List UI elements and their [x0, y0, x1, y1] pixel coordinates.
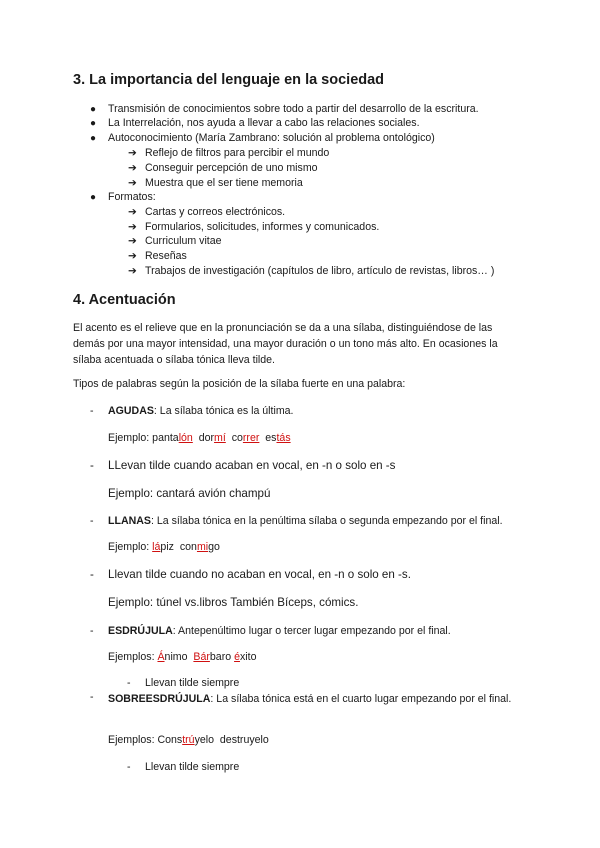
- word-part: xito: [239, 651, 257, 663]
- dash-marker: -: [127, 677, 131, 689]
- stressed-syllable: rrer: [242, 432, 260, 444]
- esdrujula-label: ESDRÚJULA: [108, 625, 173, 637]
- agudas-desc: : La sílaba tónica es la última.: [153, 405, 294, 417]
- word-part: es: [265, 432, 277, 444]
- agudas-example-2: Ejemplo: cantará avión champú: [108, 487, 271, 500]
- llanas-example: [108, 541, 220, 553]
- sobreesdrujula-rule: Llevan tilde siempre: [145, 761, 240, 773]
- stressed-syllable: mi: [196, 541, 209, 553]
- list-item: Cartas y correos electrónicos.: [145, 206, 286, 218]
- list-item: Reseñas: [145, 250, 187, 262]
- sobreesdrujula-desc: : La sílaba tónica está en el cuarto lugar empezando por el final.: [210, 693, 512, 705]
- llanas-definition: [108, 515, 503, 527]
- list-item: Conseguir percepción de uno mismo: [145, 162, 318, 174]
- stressed-syllable: Á: [157, 651, 165, 663]
- word-part: piz: [160, 541, 174, 553]
- bullet-icon: ●: [90, 133, 97, 144]
- list-item: La Interrelación, nos ayuda a llevar a cabo las relaciones sociales.: [108, 117, 420, 129]
- bullet-icon: ●: [90, 118, 97, 129]
- arrow-icon: ➔: [128, 162, 137, 174]
- dash-marker: -: [90, 515, 94, 527]
- word-part: nimo: [164, 651, 188, 663]
- bullet-icon: ●: [90, 104, 97, 115]
- list-item: Curriculum vitae: [145, 235, 222, 247]
- dash-marker: -: [90, 568, 94, 581]
- arrow-icon: ➔: [128, 221, 137, 233]
- llanas-desc: : La sílaba tónica en la penúltima sílaba o segunda empezando por el final.: [150, 515, 503, 527]
- stressed-syllable: Bár: [193, 651, 210, 663]
- list-item: Formularios, solicitudes, informes y comunicados.: [145, 221, 380, 233]
- dash-marker: -: [90, 691, 94, 703]
- word-part: baro: [209, 651, 232, 663]
- esdrujula-desc: : Antepenúltimo lugar o tercer lugar empezando por el final.: [172, 625, 451, 637]
- arrow-icon: ➔: [128, 147, 137, 159]
- dash-marker: -: [90, 405, 94, 417]
- list-item: Muestra que el ser tiene memoria: [145, 177, 303, 189]
- dash-marker: -: [127, 761, 131, 773]
- arrow-icon: ➔: [128, 250, 137, 262]
- section-3-heading: 3. La importancia del lenguaje en la sociedad: [73, 72, 385, 88]
- stressed-syllable: lón: [178, 432, 193, 444]
- sobreesdrujula-definition: [108, 691, 518, 707]
- list-item: Transmisión de conocimientos sobre todo a partir del desarrollo de la escritura.: [108, 103, 479, 115]
- stressed-syllable: trú: [182, 734, 195, 746]
- esdrujula-example: [108, 651, 256, 663]
- word-part: con: [179, 541, 197, 553]
- example-prefix: Ejemplos:: [108, 651, 158, 663]
- word-part: yelo: [194, 734, 215, 746]
- agudas-label: AGUDAS: [108, 405, 154, 417]
- arrow-icon: ➔: [128, 265, 137, 277]
- dash-marker: -: [90, 459, 94, 472]
- intro-paragraph: El acento es el relieve que en la pronunciación se da a una sílaba, distinguiéndose de las demás por una mayor intensidad, una mayor duración o un tono más alto. En ocasiones la sílaba acentuada o sílaba tónica lleva tilde.: [73, 322, 498, 366]
- llanas-rule: Llevan tilde cuando no acaban en vocal, en -n o solo en -s.: [108, 568, 411, 581]
- agudas-example: [108, 432, 291, 444]
- word-part: co: [231, 432, 243, 444]
- types-intro: Tipos de palabras según la posición de la sílaba fuerte en una palabra:: [73, 378, 406, 390]
- word-part: dor: [198, 432, 215, 444]
- agudas-rule: LLevan tilde cuando acaban en vocal, en -n o solo en -s: [108, 459, 396, 472]
- stressed-syllable: é: [234, 651, 240, 663]
- sobreesdrujula-example: [108, 734, 269, 746]
- stressed-syllable: lá: [152, 541, 161, 553]
- stressed-syllable: mí: [214, 432, 226, 444]
- example-prefix: Ejemplos:: [108, 734, 158, 746]
- section-4-heading: 4. Acentuación: [73, 292, 176, 308]
- example-prefix: Ejemplo:: [108, 432, 153, 444]
- list-item: Autoconocimiento (María Zambrano: solución al problema ontológico): [108, 132, 435, 144]
- list-item: Formatos:: [108, 191, 156, 203]
- esdrujula-definition: [108, 625, 451, 637]
- sobreesdrujula-label: SOBREESDRÚJULA: [108, 693, 211, 705]
- word-part: destruyelo: [219, 734, 269, 746]
- word-part: panta: [152, 432, 179, 444]
- llanas-label: LLANAS: [108, 515, 151, 527]
- arrow-icon: ➔: [128, 235, 137, 247]
- bullet-icon: ●: [90, 192, 97, 203]
- dash-marker: -: [90, 625, 94, 637]
- stressed-syllable: tás: [276, 432, 291, 444]
- agudas-definition: [108, 405, 293, 417]
- arrow-icon: ➔: [128, 206, 137, 218]
- word-part: go: [208, 541, 220, 553]
- list-item: Reflejo de filtros para percibir el mundo: [145, 147, 330, 159]
- arrow-icon: ➔: [128, 177, 137, 189]
- llanas-example-2: Ejemplo: túnel vs.libros También Bíceps, cómics.: [108, 596, 359, 609]
- example-prefix: Ejemplo:: [108, 541, 153, 553]
- esdrujula-rule: Llevan tilde siempre: [145, 677, 240, 689]
- list-item: Trabajos de investigación (capítulos de libro, artículo de revistas, libros… ): [145, 265, 495, 277]
- word-part: Cons: [157, 734, 183, 746]
